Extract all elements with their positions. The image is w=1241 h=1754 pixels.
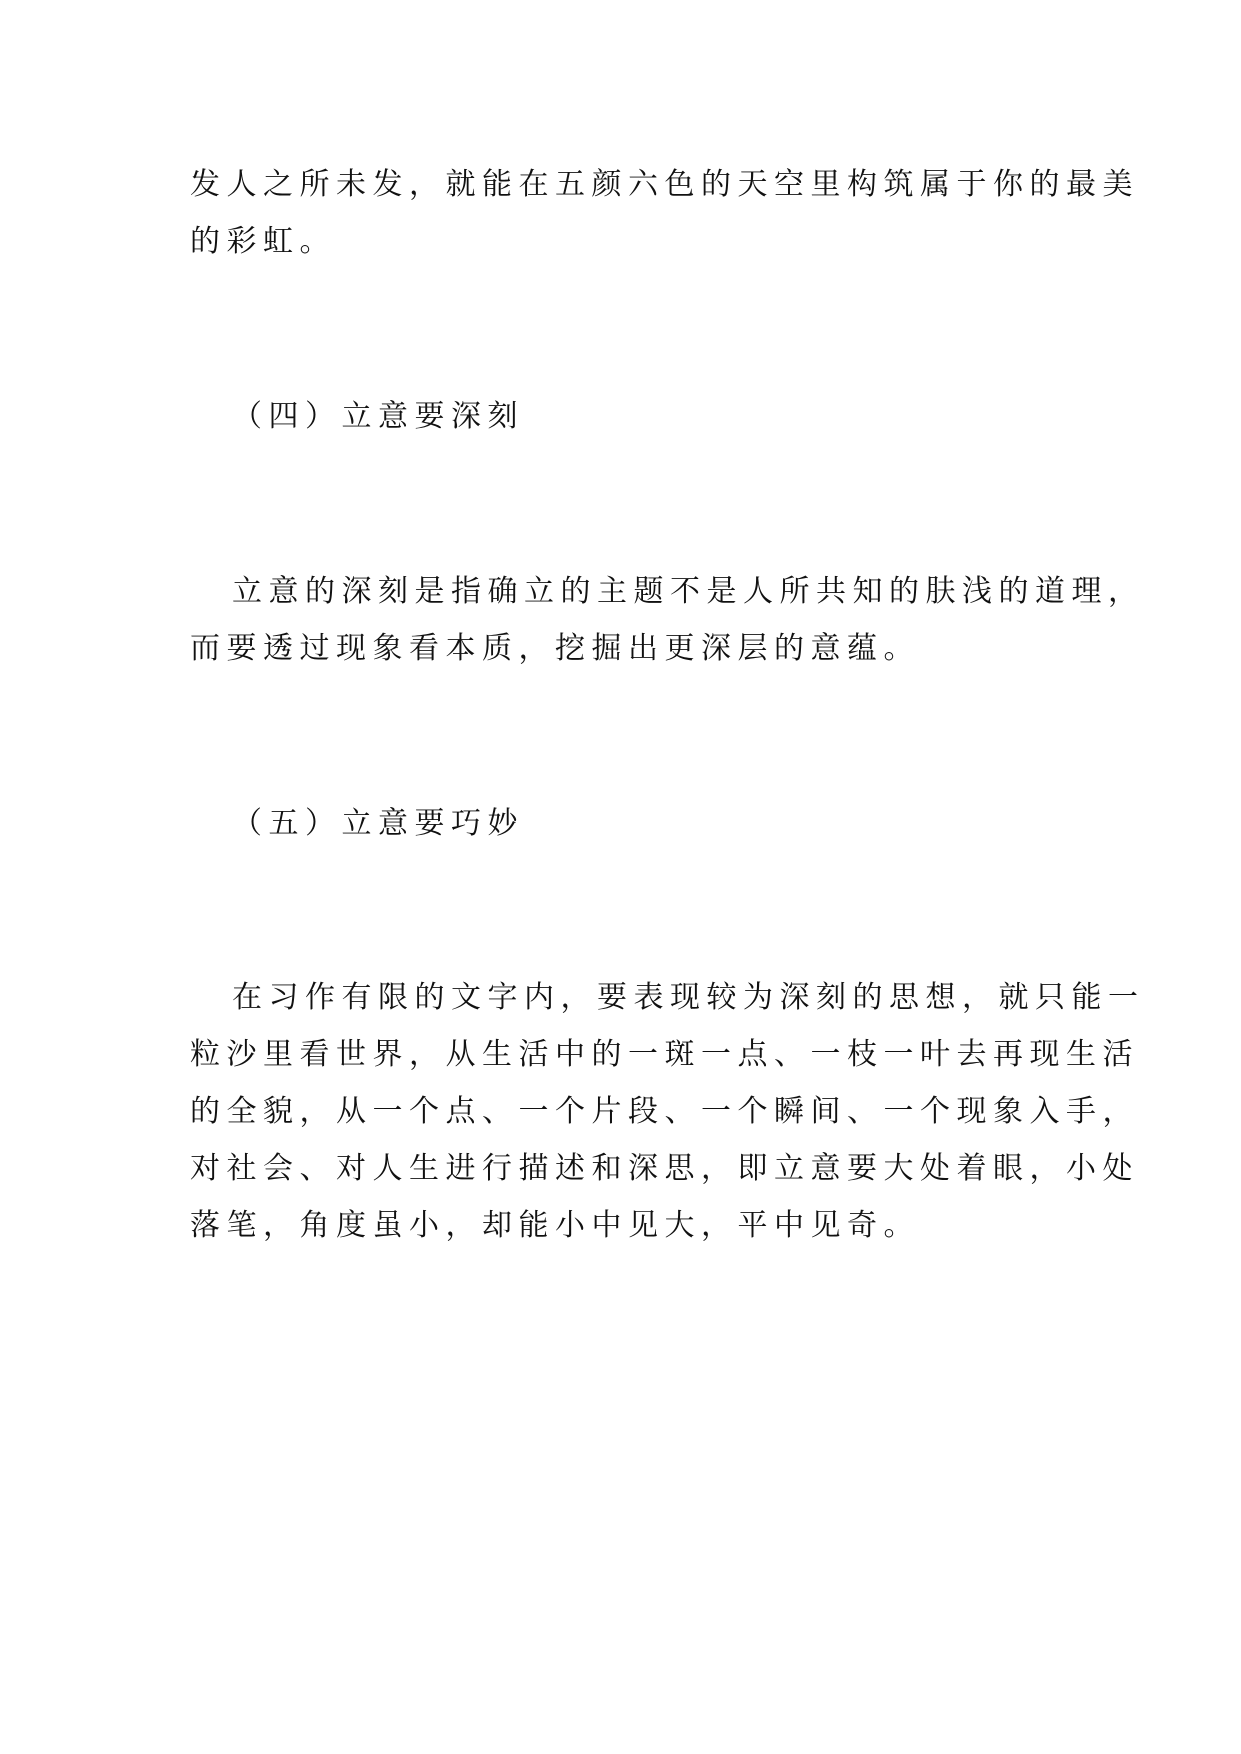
paragraph-1-line-2: 的彩虹。 [190, 224, 336, 259]
paragraph-3-line-4: 对社会、对人生进行描述和深思，即立意要大处着眼，小处 [190, 1151, 1139, 1186]
paragraph-3-line-1: 在习作有限的文字内，要表现较为深刻的思想，就只能一 [232, 980, 1145, 1015]
heading-section-5: （五）立意要巧妙 [232, 806, 524, 841]
paragraph-2-line-1: 立意的深刻是指确立的主题不是人所共知的肤浅的道理， [232, 574, 1145, 609]
paragraph-2-line-2: 而要透过现象看本质，挖掘出更深层的意蕴。 [190, 631, 920, 666]
heading-section-4: （四）立意要深刻 [232, 399, 524, 434]
paragraph-3-line-3: 的全貌，从一个点、一个片段、一个瞬间、一个现象入手， [190, 1094, 1139, 1129]
paragraph-3-line-5: 落笔，角度虽小，却能小中见大，平中见奇。 [190, 1208, 920, 1243]
paragraph-1-line-1: 发人之所未发，就能在五颜六色的天空里构筑属于你的最美 [190, 167, 1139, 202]
paragraph-3-line-2: 粒沙里看世界，从生活中的一斑一点、一枝一叶去再现生活 [190, 1037, 1139, 1072]
